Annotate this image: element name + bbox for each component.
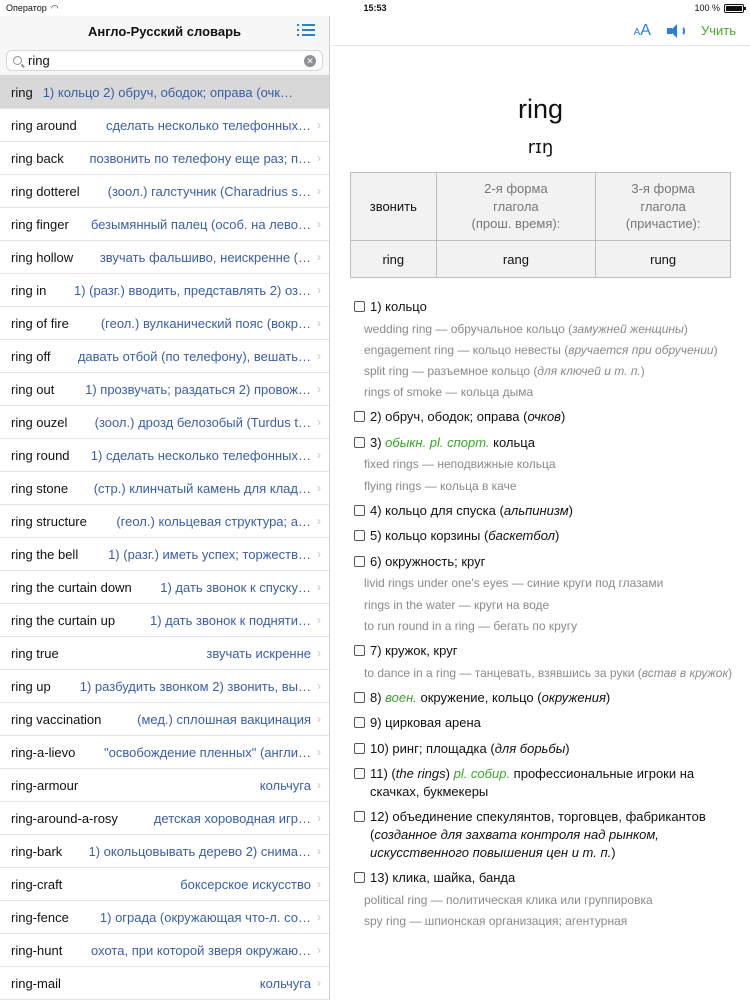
word-list-item[interactable] [0,472,329,505]
chevron-right-icon: › [317,910,321,924]
word-label: ring-around-a-rosy [11,810,118,826]
speaker-icon[interactable] [667,24,685,38]
word-list-item[interactable] [0,769,329,802]
meaning-checkbox[interactable] [354,717,365,728]
example: fixed rings — неподвижные кольца [364,457,556,472]
carrier-label: Оператор [6,3,47,13]
word-label: ring structure [11,513,87,529]
word-translation: 1) (разг.) иметь успех; торжеств… [108,546,311,562]
word-translation: (стр.) клинчатый камень для клад… [93,480,311,496]
form-header-1: звонить [351,173,437,241]
example: livid rings under one's eyes — синие круги под глазами [364,576,664,591]
word-label: ring out [11,381,55,397]
meaning-8: 8) воен. окружение, кольцо (окружения) [354,689,740,707]
word-label: ring of fire [11,315,69,331]
battery-icon [724,4,744,13]
chevron-right-icon: › [317,481,321,495]
word-list-item[interactable] [0,373,329,406]
search-icon [13,56,22,65]
word-label: ring dotterel [11,183,80,199]
meaning-checkbox[interactable] [354,811,365,822]
word-list-item[interactable] [0,208,329,241]
chevron-right-icon: › [317,415,321,429]
word-label: ring the curtain down [11,579,132,595]
meaning-checkbox[interactable] [354,743,365,754]
meaning-checkbox[interactable] [354,645,365,656]
word-label: ring-craft [11,876,63,892]
form-value-1: ring [351,241,437,278]
font-size-icon[interactable]: AA [633,21,651,39]
word-label: ring [11,84,33,100]
chevron-right-icon: › [317,250,321,264]
example: engagement ring — кольцо невесты (вручается при обручении) [364,342,718,357]
chevron-right-icon: › [317,646,321,660]
word-list-item[interactable] [0,175,329,208]
headword: ring [517,94,564,124]
word-label: ring-armour [11,777,79,793]
meaning-checkbox[interactable] [354,505,365,516]
word-label: ring stone [11,480,69,496]
word-translation: охота, при которой зверя окружаю… [91,942,311,958]
form-value-3: rung [596,241,731,278]
meaning-10: 10) ринг; площадка (для борьбы) [354,740,740,758]
word-label: ring-fence [11,909,69,925]
meaning-checkbox[interactable] [354,768,365,779]
example: political ring — политическая клика или группировка [364,892,653,907]
word-list-item[interactable] [0,406,329,439]
chevron-right-icon: › [317,844,321,858]
search-input[interactable] [28,53,298,68]
chevron-right-icon: › [317,811,321,825]
word-translation: 1) дать звонок к спуску… [160,579,311,595]
meaning-11: 11) (the rings) pl. собир. профессиональные игроки на скачках, букмекеры [354,765,740,800]
word-translation: сделать несколько телефонных… [105,117,311,133]
word-label: ring hollow [11,249,74,265]
list-menu-icon[interactable] [297,24,315,38]
meaning-checkbox[interactable] [354,301,365,312]
word-list-item[interactable] [0,901,329,934]
chevron-right-icon: › [317,580,321,594]
word-list-item[interactable] [0,538,329,571]
example: split ring — разъемное кольцо (для ключей и т. п.) [364,363,645,378]
form-header-3: 3-я форма глагола (причастие): [596,173,731,241]
meaning-5: 5) кольцо корзины (баскетбол) [354,527,740,545]
word-label: ring back [11,150,64,166]
word-list-item[interactable] [0,967,329,1000]
word-label: ring vaccination [11,711,102,727]
word-label: ring round [11,447,70,463]
chevron-right-icon: › [317,349,321,363]
word-list-item[interactable] [0,571,329,604]
chevron-right-icon: › [317,283,321,297]
word-list-item[interactable] [0,505,329,538]
word-label: ring in [11,282,47,298]
word-translation: звучать искренне [206,645,311,661]
word-label: ring-mail [11,975,61,991]
word-label: ring around [11,117,77,133]
entry-toolbar [331,16,750,46]
word-list-item[interactable] [0,307,329,340]
example: spy ring — шпионская организация; агентурная [364,913,628,928]
word-label: ring true [11,645,59,661]
word-translation: боксерское искусство [180,876,311,892]
word-list-item[interactable] [0,109,329,142]
example: rings of smoke — кольца дыма [364,385,534,400]
dictionary-title: Англо-Русский словарь [87,23,242,39]
word-translation: давать отбой (по телефону), вешать… [77,348,311,364]
meaning-2: 2) обруч, ободок; оправа (очков) [354,408,740,426]
word-list-item[interactable] [0,703,329,736]
word-translation: 1) сделать несколько телефонных… [90,447,311,463]
word-list-item[interactable] [0,670,329,703]
meanings-list [354,298,750,929]
chevron-right-icon: › [317,976,321,990]
word-list-item[interactable] [0,835,329,868]
word-list [0,76,329,1000]
left-header [0,16,329,46]
chevron-right-icon: › [317,778,321,792]
meaning-checkbox[interactable] [354,411,365,422]
chevron-right-icon: › [317,184,321,198]
word-list-item[interactable] [0,736,329,769]
meaning-4: 4) кольцо для спуска (альпинизм) [354,502,740,520]
word-translation: 1) разбудить звонком 2) звонить, вы… [79,678,311,694]
example: flying rings — кольца в каче [364,478,517,493]
word-list-item[interactable] [0,274,329,307]
word-translation: (зоол.) галстучник (Charadrius s… [107,183,311,199]
word-translation: кольчуга [259,777,311,793]
word-translation: безымянный палец (особ. на лево… [90,216,311,232]
meaning-checkbox[interactable] [354,692,365,703]
word-list-item[interactable] [0,340,329,373]
word-label: ring up [11,678,51,694]
word-translation: 1) кольцо 2) обруч, ободок; оправа (очк… [42,84,293,100]
word-label: ring off [11,348,51,364]
clear-icon[interactable]: ✕ [304,55,316,67]
word-list-item[interactable] [0,637,329,670]
word-translation: "освобождение пленных" (англи… [104,744,311,760]
word-translation: 1) прозвучать; раздаться 2) провож… [85,381,311,397]
word-translation: кольчуга [259,975,311,991]
chevron-right-icon: › [317,448,321,462]
meaning-13: 13) клика, шайка, банда political ring — политическая клика или группировка spy ring — шпионская организация; агентурная [354,869,740,929]
meaning-12: 12) объединение спекулянтов, торговцев, фабрикантов (созданное для захвата контроля над рынком, искусственного повышения цен и т. п.) [354,808,740,861]
word-translation: 1) (разг.) вводить, представлять 2) оз… [73,282,311,298]
chevron-right-icon: › [317,745,321,759]
transcription: rɪŋ [527,137,554,158]
word-label: ring-a-lievo [11,744,76,760]
word-translation: звучать фальшиво, неискренне (… [99,249,311,265]
chevron-right-icon: › [317,613,321,627]
word-list-item[interactable] [0,802,329,835]
chevron-right-icon: › [317,877,321,891]
chevron-right-icon: › [317,217,321,231]
word-label: ring the curtain up [11,612,116,628]
example: to dance in a ring — танцевать, взявшись за руки (встав в кружок) [364,665,733,680]
meaning-3: 3) обыкн. pl. спорт. кольца fixed rings — неподвижные кольца flying rings — кольца в каче [354,434,740,494]
word-label: ring finger [11,216,69,232]
chevron-right-icon: › [317,316,321,330]
meaning-checkbox[interactable] [354,437,365,448]
entry-pane [331,16,750,1000]
word-translation: (мед.) сплошная вакцинация [137,711,311,727]
meaning-checkbox[interactable] [354,556,365,567]
chevron-right-icon: › [317,151,321,165]
word-list-pane [0,16,330,1000]
word-list-item[interactable] [0,868,329,901]
word-list-item[interactable] [0,142,329,175]
learn-button[interactable]: Учить [700,23,736,38]
meaning-checkbox[interactable] [354,872,365,883]
meaning-6: 6) окружность; круг livid rings under one's eyes — синие круги под глазами rings in the water — круги на воде to run round in a ring — бегать по кругу [354,553,740,634]
example: to run round in a ring — бегать по кругу [364,618,578,633]
meaning-checkbox[interactable] [354,530,365,541]
search-bar [0,46,329,76]
word-label: ring-bark [11,843,63,859]
chevron-right-icon: › [317,382,321,396]
word-label: ring the bell [11,546,79,562]
status-bar [0,0,750,16]
wifi-icon: ◠ [50,2,59,13]
chevron-right-icon: › [317,547,321,561]
word-list-item[interactable] [0,76,329,109]
word-translation: детская хороводная игр… [153,810,311,826]
word-list-item[interactable] [0,241,329,274]
word-translation: позвонить по телефону еще раз; п… [89,150,311,166]
word-label: ring-hunt [11,942,63,958]
verb-forms-table [350,172,731,278]
word-translation: 1) ограда (окружающая что-л. со… [99,909,311,925]
meaning-1: 1) кольцо wedding ring — обручальное кольцо (замужней женщины) engagement ring — кольцо невесты (вручается при обручении) split ring — разъемное кольцо (для ключей и т. п.) rings of smoke — кольца дыма [354,298,740,400]
word-translation: (геол.) кольцевая структура; а… [116,513,311,529]
chevron-right-icon: › [317,712,321,726]
word-label: ring ouzel [11,414,68,430]
chevron-right-icon: › [317,514,321,528]
chevron-right-icon: › [317,943,321,957]
word-translation: (зоол.) дрозд белозобый (Turdus t… [94,414,311,430]
word-translation: 1) дать звонок к подняти… [149,612,311,628]
word-list-item[interactable] [0,934,329,967]
word-translation: (геол.) вулканический пояс (вокр… [100,315,311,331]
search-box[interactable] [6,50,323,71]
chevron-right-icon: › [317,118,321,132]
status-time: 15:53 [363,3,387,13]
battery-label: 100 % [694,3,720,13]
chevron-right-icon: › [317,679,321,693]
form-value-2: rang [436,241,596,278]
meaning-9: 9) цирковая арена [354,714,740,732]
word-translation: 1) окольцовывать дерево 2) снима… [88,843,311,859]
word-list-item[interactable] [0,439,329,472]
example: rings in the water — круги на воде [364,597,550,612]
meaning-7: 7) кружок, круг to dance in a ring — танцевать, взявшись за руки (встав в кружок) [354,642,740,681]
form-header-2: 2-я форма глагола (прош. время): [436,173,596,241]
word-list-item[interactable] [0,604,329,637]
example: wedding ring — обручальное кольцо (замужней женщины) [364,321,688,336]
